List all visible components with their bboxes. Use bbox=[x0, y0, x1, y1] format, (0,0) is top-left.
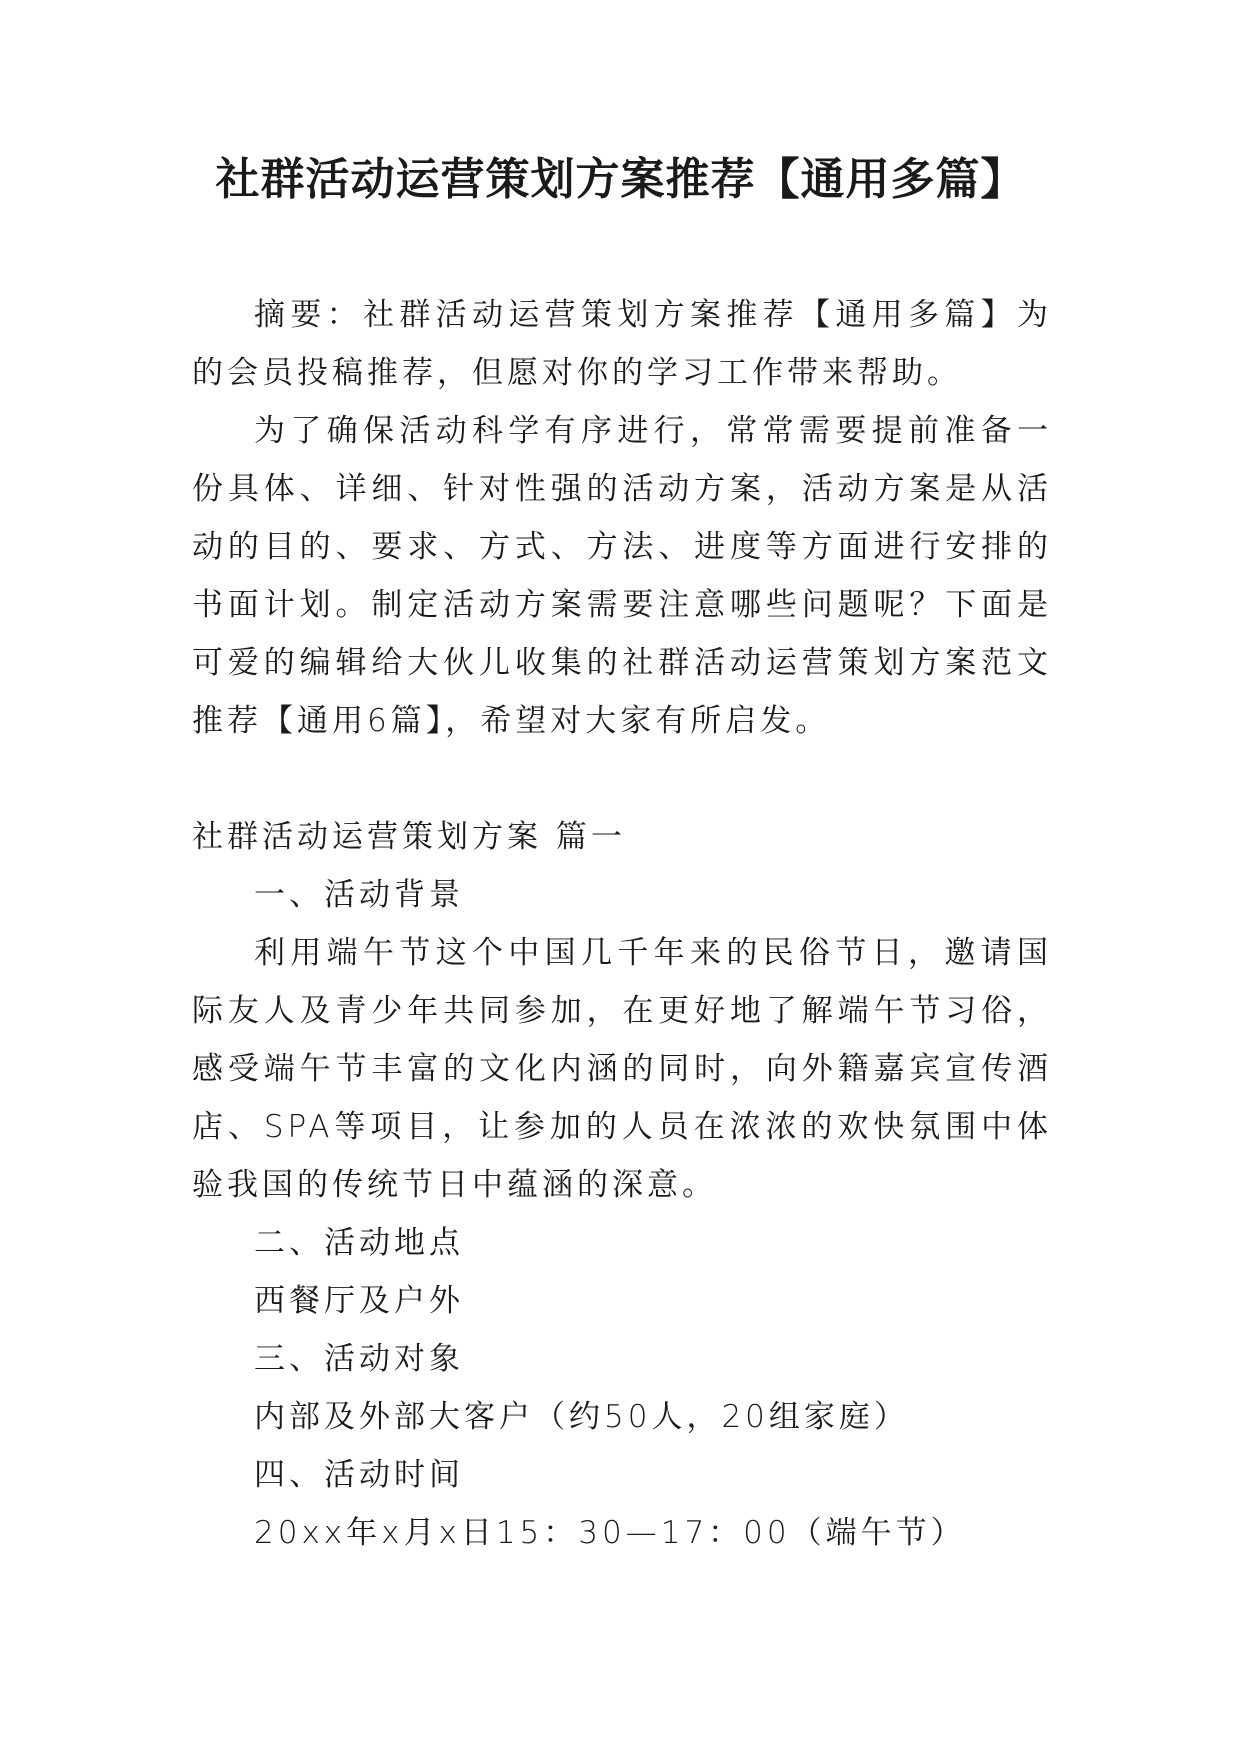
document-body bbox=[192, 286, 1052, 1562]
abstract-paragraph: 摘要：社群活动运营策划方案推荐【通用多篇】为的会员投稿推荐，但愿对你的学习工作带来帮助。 bbox=[192, 297, 1052, 391]
heading-location: 二、活动地点 bbox=[254, 1225, 464, 1261]
blank-line bbox=[192, 750, 1052, 808]
location-text: 西餐厅及户外 bbox=[254, 1283, 464, 1319]
intro-paragraph: 为了确保活动科学有序进行，常常需要提前准备一份具体、详细、针对性强的活动方案，活动方案是从活动的目的、要求、方式、方法、进度等方面进行安排的书面计划。制定活动方案需要注意哪些问题呢？下面是可爱的编辑给大伙儿收集的社群活动运营策划方案范文推荐【通用6篇】，希望对大家有所启发。 bbox=[192, 413, 1052, 739]
heading-background: 一、活动背景 bbox=[254, 877, 464, 913]
background-paragraph: 利用端午节这个中国几千年来的民俗节日，邀请国际友人及青少年共同参加，在更好地了解端午节习俗，感受端午节丰富的文化内涵的同时，向外籍嘉宾宣传酒店、SPA等项目，让参加的人员在浓浓的欢快氛围中体验我国的传统节日中蕴涵的深意。 bbox=[192, 935, 1052, 1203]
heading-audience: 三、活动对象 bbox=[254, 1341, 464, 1377]
audience-text: 内部及外部大客户（约50人，20组家庭） bbox=[254, 1399, 909, 1435]
time-text: 20xx年x月x日15：30—17：00（端午节） bbox=[254, 1515, 966, 1551]
document-title: 社群活动运营策划方案推荐【通用多篇】 bbox=[215, 154, 1026, 205]
section-title: 社群活动运营策划方案 篇一 bbox=[192, 819, 626, 855]
heading-time: 四、活动时间 bbox=[254, 1457, 464, 1493]
